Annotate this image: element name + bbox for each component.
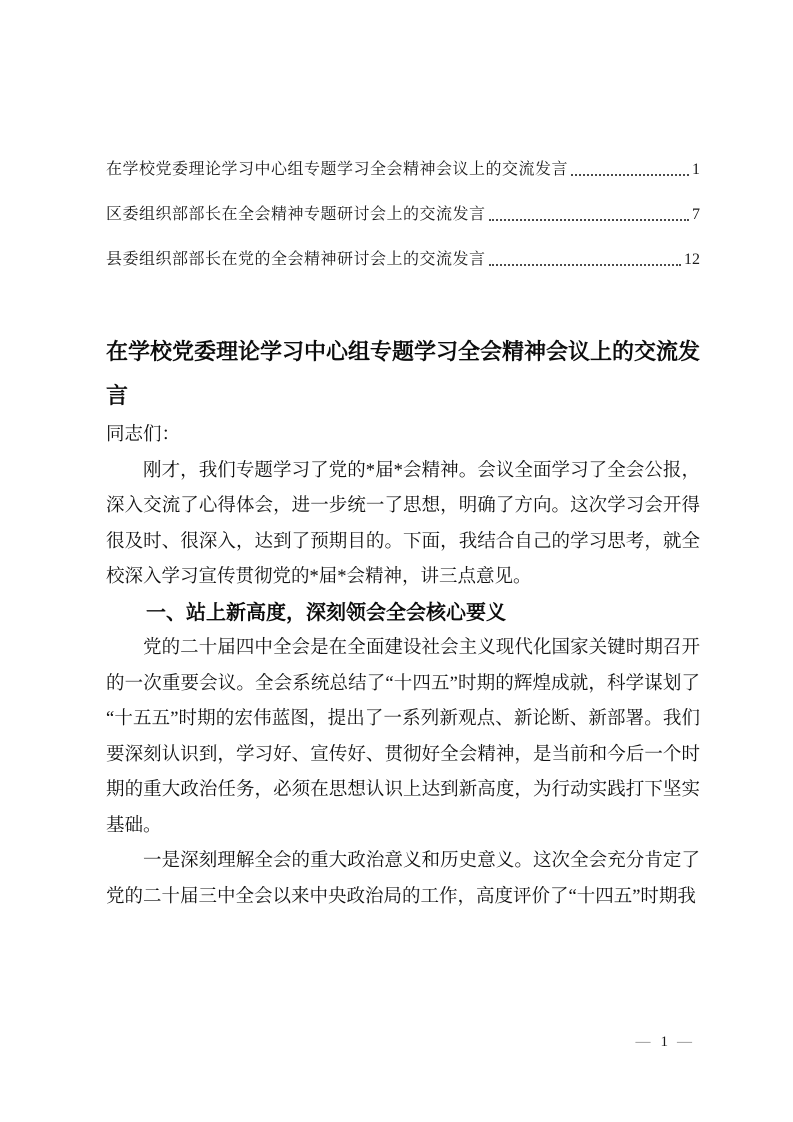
toc-entry [106, 250, 700, 270]
toc-dot-leader [489, 219, 689, 221]
footer-page-number: 1 [660, 1034, 668, 1050]
document-title: 在学校党委理论学习中心组专题学习全会精神会议上的交流发言 [106, 339, 701, 408]
toc-entry-title: 县委组织部部长在党的全会精神研讨会上的交流发言 [106, 251, 486, 268]
section-paragraph: 党的二十届四中全会是在全面建设社会主义现代化国家关键时期召开的一次重要会议。全会系统总结了“十四五”时期的辉煌成就，科学谋划了“十五五”时期的宏伟蓝图，提出了一系列新观点、新论断、新部署。我们要深刻认识到，学习好、宣传好、贯彻好全会精神，是当前和今后一个时期的重大政治任务，必须在思想认识上达到新高度，为行动实践打下坚实基础。 [106, 638, 700, 836]
toc-entry [106, 160, 700, 180]
section-heading-one: 一、站上新高度，深刻领会全会核心要义 [146, 601, 506, 624]
toc-entry-title: 在学校党委理论学习中心组专题学习全会精神会议上的交流发言 [106, 161, 569, 178]
footer-dash-right: — [677, 1034, 693, 1050]
toc-entry-page-number: 1 [692, 161, 700, 178]
toc-entry-page-number: 12 [684, 251, 700, 268]
page-number-footer [636, 1032, 694, 1052]
salutation: 同志们： [106, 425, 181, 445]
toc-dot-leader [489, 264, 681, 266]
intro-paragraph: 刚才，我们专题学习了党的*届*会精神。会议全面学习了全会公报，深入交流了心得体会，进一步统一了思想，明确了方向。这次学习会开得很及时、很深入，达到了预期目的。下面，我结合自己的学习思考，就全校深入学习宣传贯彻党的*届*会精神，讲三点意见。 [106, 460, 700, 587]
point-one-paragraph: 一是深刻理解全会的重大政治意义和历史意义。这次全会充分肯定了党的二十届三中全会以来中央政治局的工作，高度评价了“十四五”时期我 [106, 851, 700, 907]
toc-dot-leader [571, 174, 689, 176]
footer-dash-left: — [635, 1034, 652, 1050]
table-of-contents [106, 0, 700, 270]
toc-entry [106, 205, 700, 225]
toc-entry-title: 区委组织部部长在全会精神专题研讨会上的交流发言 [106, 206, 486, 223]
toc-entry-page-number: 7 [692, 206, 700, 223]
